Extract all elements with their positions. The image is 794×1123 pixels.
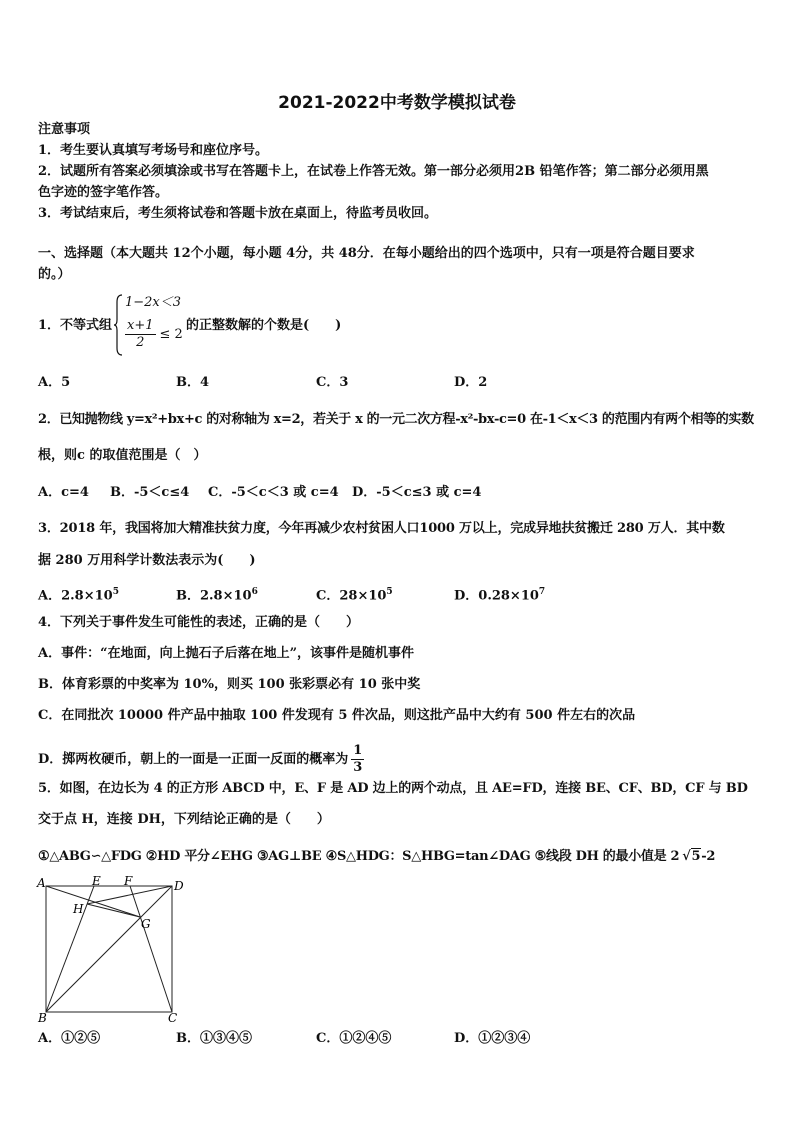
section1-line2: 的。） — [38, 267, 71, 282]
q5-conclusions-tail: -2 — [701, 848, 716, 864]
segment-be — [46, 886, 94, 1012]
q5-conclusions — [38, 848, 715, 865]
segment-dh — [87, 886, 172, 904]
segment-bd — [46, 886, 172, 1012]
sqrt-icon: √ — [682, 848, 691, 864]
q5-sqrt — [682, 848, 701, 865]
notice-item-2: 2．试题所有答案必须填涂或书写在答题卡上，在试卷上作答无效。第一部分必须用2B 铅笔作答；第二部分必须用黑 — [38, 164, 709, 179]
q1-ineq2 — [125, 318, 183, 351]
q1-option-d: D．2 — [454, 375, 488, 390]
label-a: A — [37, 876, 46, 890]
q4-frac-den: 3 — [353, 760, 363, 775]
q3-option-c-base: C．28×10 — [316, 588, 387, 604]
q5-option-a: A．①②⑤ — [38, 1031, 101, 1046]
label-f: F — [124, 876, 133, 888]
q1-frac-num: x+1 — [127, 318, 154, 333]
q5-line1: 5．如图，在边长为 4 的正方形 ABCD 中，E、F 是 AD 边上的两个动点，且 AE=FD，连接 BE、CF、BD，CF 与 BD — [38, 781, 748, 796]
q4-option-b: B．体育彩票的中奖率为 10%，则买 100 张彩票必有 10 张中奖 — [38, 677, 421, 692]
q1-prefix: 1．不等式组 — [38, 318, 113, 333]
q3-option-a-exp: 5 — [112, 587, 119, 597]
q4-frac-num: 1 — [353, 743, 363, 758]
q3-option-b — [176, 584, 258, 604]
q4-option-d-text: D．掷两枚硬币，朝上的一面是一正面一反面的概率为 — [38, 751, 349, 767]
label-c: C — [168, 1011, 178, 1024]
label-b: B — [38, 1011, 47, 1024]
q4-option-c: C．在同批次 10000 件产品中抽取 100 件发现有 5 件次品，则这批产品中大约有 500 件左右的次品 — [38, 708, 636, 723]
q4-fraction — [351, 743, 364, 776]
q3-option-d-exp: 7 — [538, 587, 546, 597]
q3-option-b-base: B．2.8×10 — [176, 588, 252, 604]
q1-option-c: C．3 — [316, 375, 349, 390]
q3-line1: 3．2018 年，我国将加大精准扶贫力度，今年再减少农村贫困人口1000 万以上，完成异地扶贫搬迁 280 万人．其中数 — [38, 521, 725, 536]
label-g: G — [141, 917, 151, 931]
q5-conclusions-text: ①△ABG∽△FDG ②HD 平分∠EHG ③AG⊥BE ④S△HDG：S△HBG=tan∠DAG ⑤线段 DH 的最小值是 2 — [38, 848, 680, 864]
q5-option-c: C．①②④⑤ — [316, 1031, 392, 1046]
notice-item-1: 1．考生要认真填写考场号和座位序号。 — [38, 143, 269, 158]
q4-option-a: A．事件：“在地面，向上抛石子后落在地上”，该事件是随机事件 — [38, 646, 415, 661]
notice-item-2-cont: 色字迹的签字笔作答。 — [38, 185, 169, 200]
q3-option-a — [38, 584, 119, 604]
q1-frac-den: 2 — [136, 335, 145, 350]
q1-suffix: 的正整数解的个数是( ) — [186, 318, 342, 333]
notice-heading: 注意事项 — [38, 122, 91, 137]
q2-option-a: A．c=4 — [38, 485, 89, 500]
q5-line2: 交于点 H，连接 DH，下列结论正确的是（ ） — [38, 812, 330, 827]
q1-ineq2-rel: ≤ 2 — [159, 326, 183, 342]
q2-option-b: B．-5＜c≤4 — [110, 485, 190, 500]
q1-option-b: B．4 — [176, 375, 210, 390]
q1-option-a: A．5 — [38, 375, 71, 390]
label-h: H — [73, 902, 84, 916]
label-d: D — [174, 879, 184, 893]
segment-hg — [87, 904, 140, 917]
section1-line1: 一、选择题（本大题共 12个小题，每小题 4分，共 48分．在每小题给出的四个选项中，只有一项是符合题目要求 — [38, 246, 695, 261]
q4-stem: 4．下列关于事件发生可能性的表述，正确的是（ ） — [38, 615, 360, 630]
q1-brace-icon — [114, 294, 124, 356]
q3-option-d — [454, 584, 545, 604]
q5-option-d: D．①②③④ — [454, 1031, 531, 1046]
notice-item-3: 3．考试结束后，考生须将试卷和答题卡放在桌面上，待监考员收回。 — [38, 206, 438, 221]
q3-option-c — [316, 584, 393, 604]
label-e: E — [92, 876, 101, 888]
q2-option-d: D．-5＜c≤3 或 c=4 — [352, 485, 482, 500]
q5-option-b: B．①③④⑤ — [176, 1031, 252, 1046]
q5-sqrt-val: 5 — [691, 849, 701, 864]
q1-fraction — [125, 318, 156, 351]
q3-option-b-exp: 6 — [251, 587, 258, 597]
segment-ag — [46, 886, 140, 917]
page-title: 2021-2022中考数学模拟试卷 — [278, 93, 516, 113]
q2-line1: 2．已知抛物线 y=x²+bx+c 的对称轴为 x=2，若关于 x 的一元二次方程-x²-bx-c=0 在-1＜x＜3 的范围内有两个相等的实数 — [38, 412, 754, 427]
q4-option-d — [38, 743, 364, 776]
q3-line2: 据 280 万用科学计数法表示为( ) — [38, 553, 256, 568]
q1-ineq1: 1−2x＜3 — [125, 295, 182, 310]
square-diagram — [34, 876, 184, 1024]
q2-line2: 根，则c 的取值范围是（ ） — [38, 448, 207, 463]
segment-cf — [130, 886, 172, 1012]
q3-option-a-base: A．2.8×10 — [38, 588, 113, 604]
q2-option-c: C．-5＜c＜3 或 c=4 — [208, 485, 339, 500]
q3-option-c-exp: 5 — [386, 587, 393, 597]
q3-option-d-base: D．0.28×10 — [454, 588, 539, 604]
